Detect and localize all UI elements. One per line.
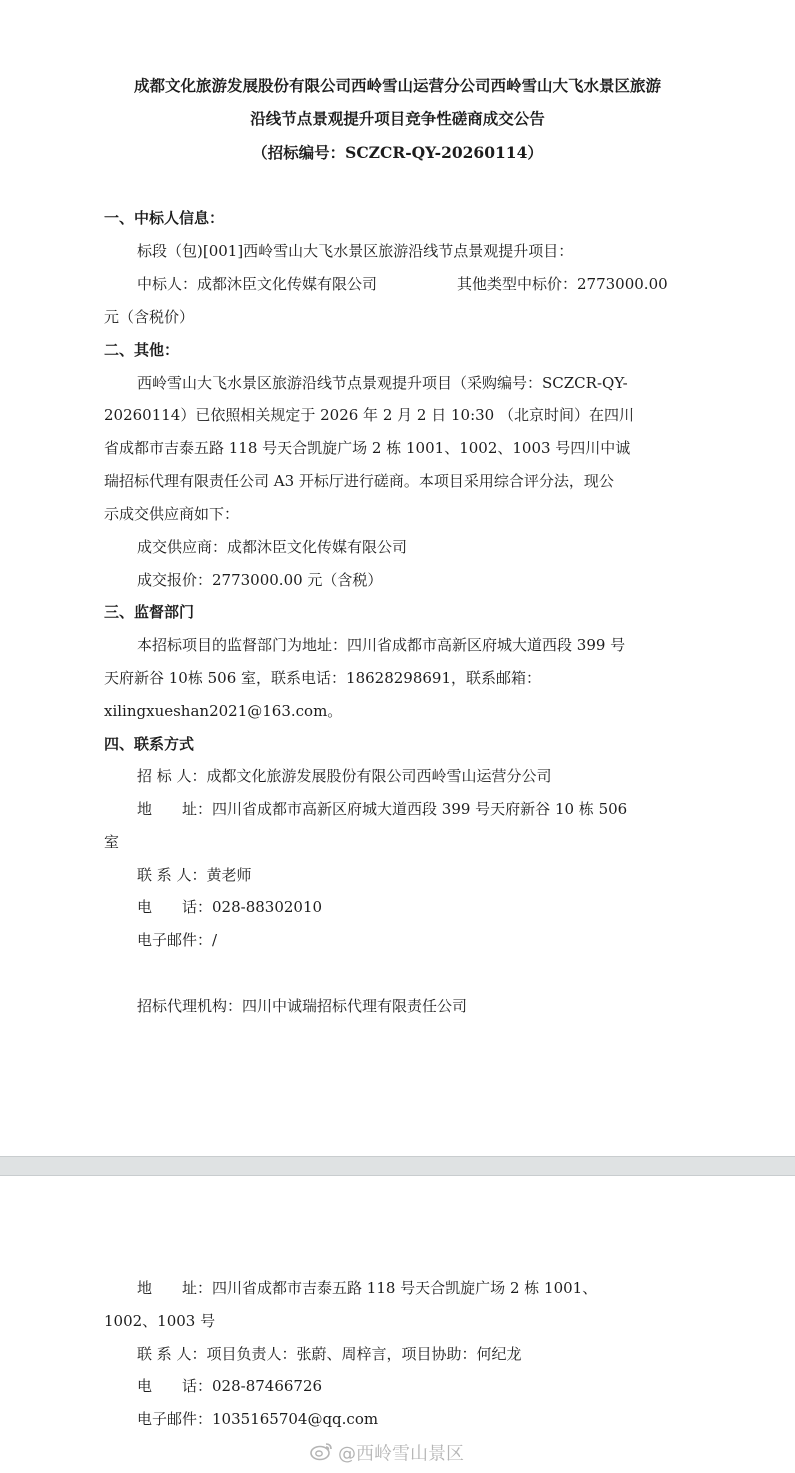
section3-para-line: 本招标项目的监督部门为地址：四川省成都市高新区府城大道西段 399 号 xyxy=(137,636,626,654)
weibo-logo-icon xyxy=(310,1441,334,1468)
title-line-2: 沿线节点景观提升项目竞争性磋商成交公告 xyxy=(250,109,545,128)
document-page-2 xyxy=(0,1176,795,1473)
agency-email-row xyxy=(137,1409,378,1429)
address-label: 地 址： xyxy=(137,800,213,818)
agency-phone-row xyxy=(137,1376,322,1396)
agency-email-value: 1035165704@qq.com xyxy=(212,1410,379,1428)
winner-name: 成都沐臣文化传媒有限公司 xyxy=(197,275,378,293)
section3-email-line: xilingxueshan2021@163.com。 xyxy=(104,702,343,720)
contact-label: 联 系 人： xyxy=(137,866,207,884)
deal-price-line: 成交报价：2773000.00 元（含税） xyxy=(137,571,383,589)
agency-phone-label: 电 话： xyxy=(137,1377,213,1395)
title-line-1: 成都文化旅游发展股份有限公司西岭雪山运营分公司西岭雪山大飞水景区旅游 xyxy=(133,76,661,95)
address-value: 四川省成都市高新区府城大道西段 399 号天府新谷 10 栋 506 xyxy=(212,800,628,818)
agency-address-tail: 1002、1003 号 xyxy=(104,1312,216,1330)
watermark-text: @西岭雪山景区 xyxy=(338,1443,464,1465)
agency-phone-value: 028-87466726 xyxy=(212,1377,323,1395)
winner-row xyxy=(137,274,377,294)
email-value: / xyxy=(212,931,218,949)
section2-para-line: 西岭雪山大飞水景区旅游沿线节点景观提升项目（采购编号：SCZCR-QY- xyxy=(137,374,628,392)
agency-contact-row xyxy=(137,1344,522,1364)
address-row xyxy=(137,799,627,819)
section2-heading: 二、其他： xyxy=(104,341,180,359)
contact-value: 黄老师 xyxy=(206,866,252,884)
agency-contact-label: 联 系 人： xyxy=(137,1345,207,1363)
email-row xyxy=(137,930,217,950)
section1-heading: 一、中标人信息： xyxy=(104,209,225,227)
section4-heading: 四、联系方式 xyxy=(104,735,195,753)
title-line-3: （招标编号：SCZCR-QY-20260114） xyxy=(252,143,543,162)
agency-address-label: 地 址： xyxy=(137,1279,213,1297)
phone-label: 电 话： xyxy=(137,898,213,916)
agency-contact-value: 项目负责人：张蔚、周梓言，项目协助：何纪龙 xyxy=(206,1345,522,1363)
tenderer-row xyxy=(137,766,552,786)
agency-email-label: 电子邮件： xyxy=(137,1410,213,1428)
address-tail: 室 xyxy=(104,833,120,851)
section2-para-line: 瑞招标代理有限责任公司 A3 开标厅进行磋商。本项目采用综合评分法，现公 xyxy=(104,472,614,490)
weibo-watermark xyxy=(310,1441,464,1468)
section2-para-line: 示成交供应商如下： xyxy=(104,505,240,523)
contact-row xyxy=(137,865,252,885)
winner-price-tail: 元（含税价） xyxy=(104,308,195,326)
section2-para-line: 省成都市吉泰五路 118 号天合凯旋广场 2 栋 1001、1002、1003 号四川中诚 xyxy=(104,439,631,457)
tenderer-name: 成都文化旅游发展股份有限公司西岭雪山运营分公司 xyxy=(206,767,552,785)
phone-value: 028-88302010 xyxy=(212,898,323,916)
tenderer-label: 招 标 人： xyxy=(137,767,207,785)
winner-label: 中标人： xyxy=(137,275,198,293)
section3-para-line: 天府新谷 10栋 506 室，联系电话：18628298691，联系邮箱： xyxy=(104,669,542,687)
winner-price: 其他类型中标价：2773000.00 xyxy=(457,275,668,293)
agency-line: 招标代理机构：四川中诚瑞招标代理有限责任公司 xyxy=(137,997,468,1015)
agency-address-value: 四川省成都市吉泰五路 118 号天合凯旋广场 2 栋 1001、 xyxy=(212,1279,598,1297)
phone-row xyxy=(137,897,322,917)
supplier-line: 成交供应商：成都沐臣文化传媒有限公司 xyxy=(137,538,408,556)
section3-heading: 三、监督部门 xyxy=(104,603,195,621)
email-label: 电子邮件： xyxy=(137,931,213,949)
section1-line1: 标段（包)[001]西岭雪山大飞水景区旅游沿线节点景观提升项目： xyxy=(137,242,574,260)
page-separator xyxy=(0,1156,795,1176)
agency-address-row xyxy=(137,1278,597,1298)
section2-para-line: 20260114）已依照相关规定于 2026 年 2 月 2 日 10:30 （北京时间）在四川 xyxy=(104,406,634,424)
